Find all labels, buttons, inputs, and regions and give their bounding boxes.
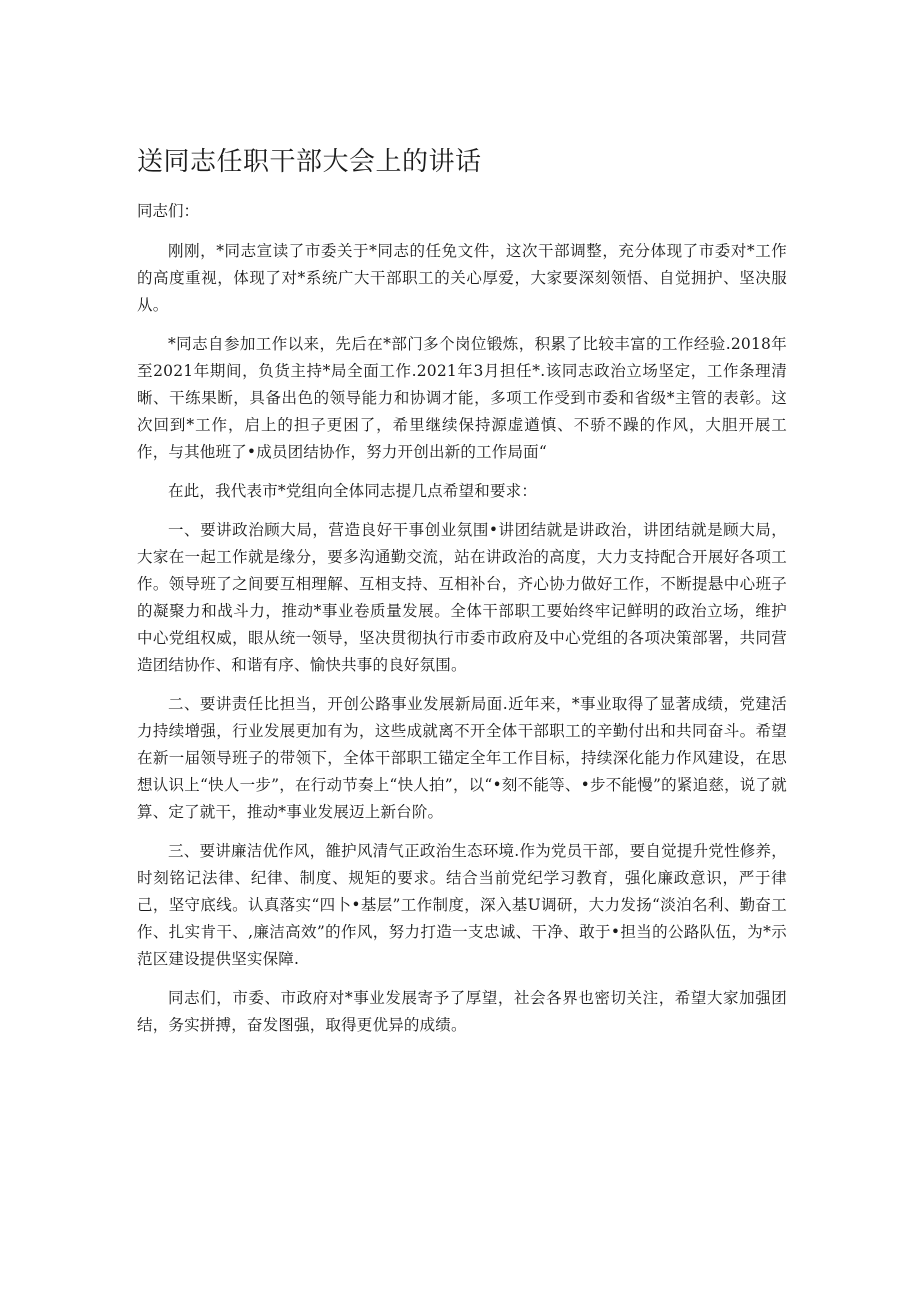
paragraph-opening: 刚刚，*同志宣读了市委关于*同志的任免文件，这次干部调整，充分体现了市委对*工作的高度重视，体现了对*系统广大干部职工的关心厚爱，大家要深刻领悟、自觉拥护、坚决服从。 (137, 242, 787, 314)
paragraph-requirement-2: 二、要讲责任比担当，开创公路事业发展新局面.近年来，*事业取得了显著成绩，党建活力持续增强，行业发展更加有为，这些成就离不开全体干部职工的辛勤付出和共同奋斗。希望在新一届领导班子的带领下，全体干部职工锚定全年工作目标，持续深化能力作风建设，在思想认识上“快人一步”，在行动节奏上“快人拍”，以“•刻不能等、•步不能慢”的紧追慈，说了就算、定了就干，推动*事业发展迈上新台阶。 (137, 695, 787, 821)
document-body (137, 140, 787, 1051)
paragraph-closing: 同志们，市委、市政府对*事业发展寄予了厚望，社会各界也密切关注，希望大家加强团结，务实拼搏，奋发图强，取得更优异的成绩。 (137, 989, 787, 1034)
salutation: 同志们： (137, 202, 200, 220)
document-title: 送同志任职干部大会上的讲话 (137, 147, 482, 177)
paragraph-requirement-3: 三、要讲廉洁优作风，雒护风清气正政治生态环境.作为党员干部，要自觉提升党性修养，时刻铭记法律、纪律、制度、规矩的要求。结合当前党纪学习教育，强化廉政意识，严于律己，坚守底线。认真落实“四卜•基层”工作制度，深入基U调研，大力发扬“淡泊名利、勤奋工作、扎实肯干、,廉洁高效”的作风，努力打造一支忠诚、干净、敢于•担当的公路队伍，为*示范区建设提供坚实保障. (137, 842, 787, 968)
paragraph-requirement-1: 一、要讲政治顾大局，营造良好干事创业氛围•讲团结就是讲政治，讲团结就是顾大局，大家在一起工作就是缘分，要多沟通勤交流，站在讲政治的高度，大力支持配合开展好各项工作。领导班了之间要互相理解、互相支持、互相补台，齐心协力做好工作，不断提悬中心班子的凝聚力和战斗力，推动*事业卷质量发展。全体干部职工要始终牢记鲜明的政治立场，维护中心党组权威，眼从统一领导，坚决贯彻执行市委市政府及中心党组的各项决策部署，共同营造团结协作、和谐有序、愉快共事的良好氛围。 (137, 521, 787, 674)
paragraph-transition: 在此，我代表市*党组向全体同志提几点希望和要求： (168, 482, 538, 500)
paragraph-introduction: *同志自参加工作以来，先后在*部门多个岗位锻炼，积累了比较丰富的工作经验.2018年至2021年期间，负货主持*局全面工作.2021年3月担任*.该同志政治立场坚定，工作条理清晰、干练果断，具备出色的领导能力和协调才能，多项工作受到市委和省级*主管的表彰。这次回到*工作，启上的担子更困了，希里继续保持源虚遒慎、不骄不躁的作风，大胆开展工作，与其他班了•成员团结协作，努力开创出新的工作局面“ (137, 335, 787, 461)
